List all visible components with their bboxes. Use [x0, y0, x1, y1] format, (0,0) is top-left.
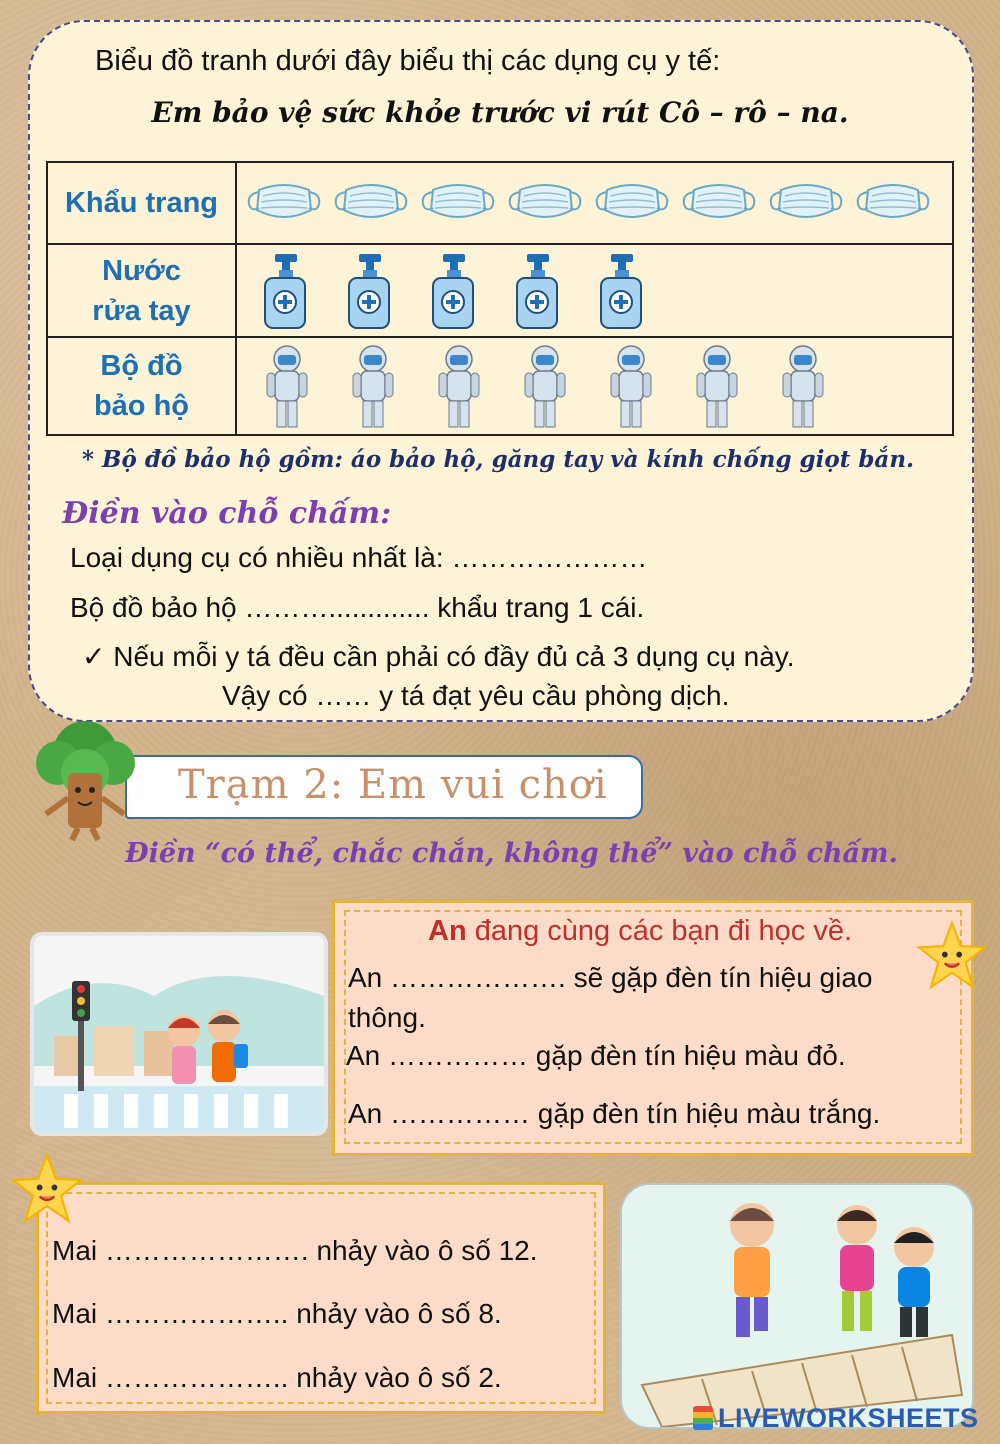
protective-suit-icon [779, 343, 827, 429]
pictograph-table [46, 161, 954, 436]
row-label-masks: Khẩu trang [47, 162, 236, 244]
question-most-item: Loại dụng cụ có nhiều nhất là: ………………… [70, 542, 648, 573]
mask-icon [593, 178, 671, 228]
mask-icon [332, 178, 410, 228]
hopscotch-scene-image [620, 1183, 974, 1429]
fill-heading: Điền vào chỗ chấm: [62, 496, 392, 531]
star-icon [916, 920, 988, 992]
hand-sanitizer-icon [597, 252, 645, 330]
liveworksheets-logo: LIVEWORKSHEETS [718, 1403, 979, 1433]
hand-sanitizer-icon [513, 252, 561, 330]
table-row [47, 162, 953, 244]
hand-sanitizer-icon [261, 252, 309, 330]
hand-sanitizer-icon [429, 252, 477, 330]
mask-icon [854, 178, 932, 228]
mai-question-1: Mai …………………. nhảy vào ô số 12. [52, 1235, 538, 1266]
hand-sanitizer-icon [345, 252, 393, 330]
mai-question-2: Mai ……………….. nhảy vào ô số 8. [52, 1298, 502, 1329]
row-icons-masks [236, 162, 953, 244]
protective-suit-icon [693, 343, 741, 429]
protective-suit-icon [263, 343, 311, 429]
protective-suit-icon [607, 343, 655, 429]
protective-suit-icon [349, 343, 397, 429]
row-icons-sanitizer [236, 244, 953, 337]
mask-icon [767, 178, 845, 228]
question-compare: Bộ đồ bảo hộ ………............. khẩu trang 1 cái. [70, 592, 645, 623]
mai-question-3: Mai ……………….. nhảy vào ô số 2. [52, 1362, 502, 1393]
street-scene-image [30, 932, 328, 1136]
protective-suit-icon [435, 343, 483, 429]
question-nurses-answer: Vậy có …… y tá đạt yêu cầu phòng dịch. [222, 680, 730, 711]
row-label-suits: Bộ đồ bảo hộ [47, 337, 236, 435]
station-title: Trạm 2: Em vui chơi [178, 762, 608, 808]
mask-icon [245, 178, 323, 228]
tree-mascot-icon [28, 718, 143, 843]
star-icon [10, 1152, 84, 1226]
suit-note: * Bộ đồ bảo hộ gồm: áo bảo hộ, găng tay và kính chống giọt bắn. [82, 446, 915, 473]
intro-text: Biểu đồ tranh dưới đây biểu thị các dụng cụ y tế: [95, 45, 721, 77]
chart-subtitle: Em bảo vệ sức khỏe trước vi rút Cô – rô – na. [151, 96, 849, 129]
an-question-2: An …………… gặp đèn tín hiệu màu đỏ. [346, 1040, 846, 1071]
an-question-3: An …………… gặp đèn tín hiệu màu trắng. [348, 1098, 881, 1129]
protective-suit-icon [521, 343, 569, 429]
question-nurses: ✓ Nếu mỗi y tá đều cần phải có đầy đủ cả 3 dụng cụ này. [82, 641, 795, 672]
mask-icon [419, 178, 497, 228]
mask-icon [506, 178, 584, 228]
mask-icon [680, 178, 758, 228]
table-row [47, 337, 953, 435]
table-row [47, 244, 953, 337]
an-question-1: An ………………. sẽ gặp đèn tín hiệu giao thông. [348, 962, 873, 1033]
row-icons-suits [236, 337, 953, 435]
row-label-sanitizer: Nước rửa tay [47, 244, 236, 337]
liveworksheets-logo-icon [693, 1406, 713, 1430]
station-instruction: Điền “có thể, chắc chắn, không thể” vào chỗ chấm. [125, 838, 898, 869]
an-heading: An đang cùng các bạn đi học về. [428, 915, 852, 947]
